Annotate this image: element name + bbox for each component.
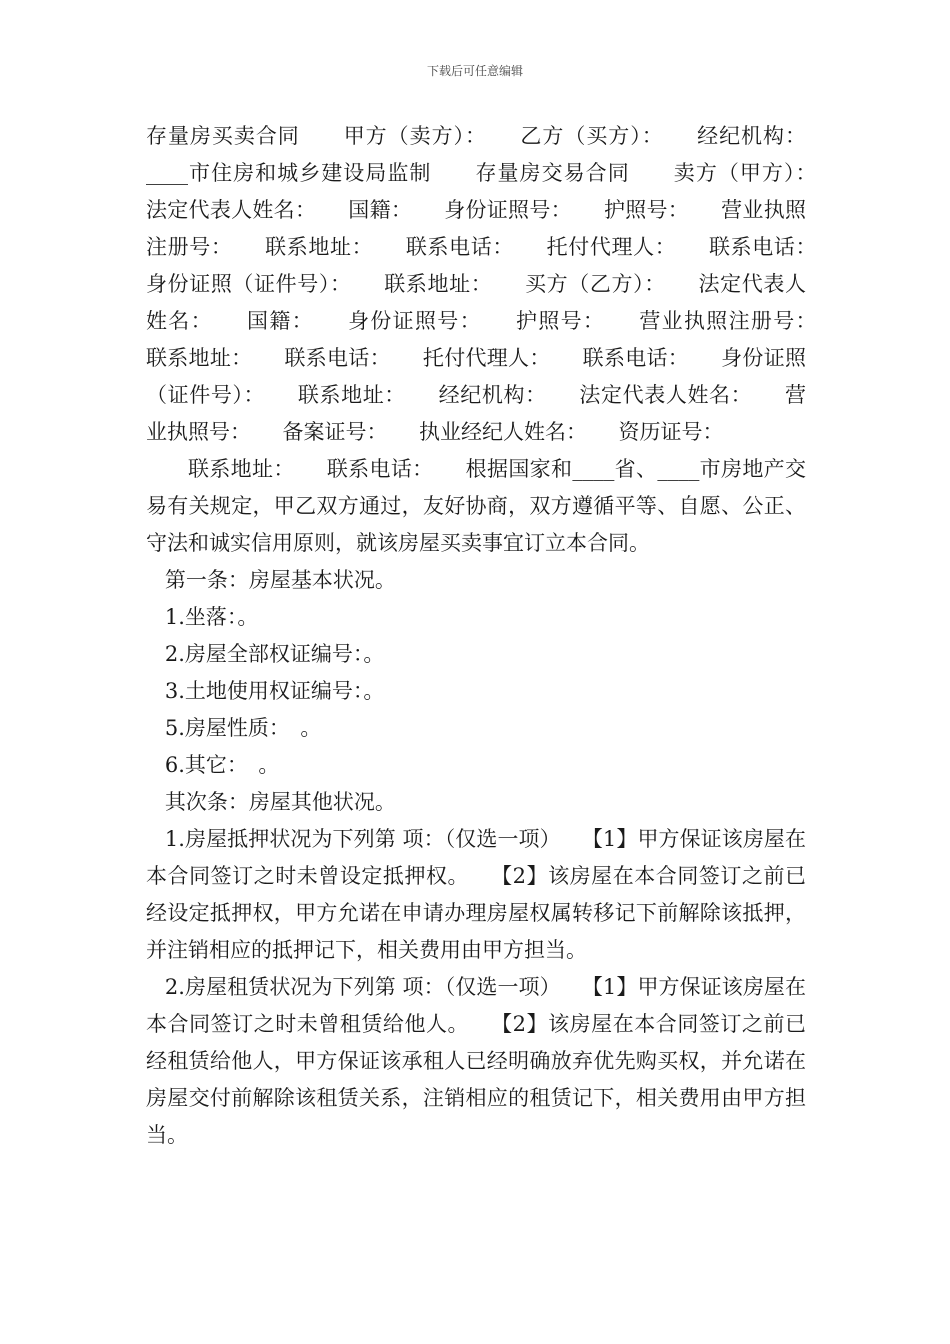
mortgage-status-paragraph: 1.房屋抵押状况为下列第 项：（仅选一项） 【1】甲方保证该房屋在本合同签订之时未曾设定抵押权。 【2】该房屋在本合同签订之前已经设定抵押权，甲方允诺在申请办理房屋权属转移记下前解除该抵押，并注销相应的抵押记下，相关费用由甲方担当。 [146, 827, 806, 962]
list-item: 1.坐落：。 [164, 605, 259, 629]
list-item: 6.其它： 。 [164, 753, 280, 777]
document-body [146, 118, 848, 1154]
contract-preamble-paragraph: 联系地址： 联系电话： 根据国家和____省、____市房地产交易有关规定，甲乙双方通过，友好协商，双方遵循平等、自愿、公正、守法和诚实信用原则，就该房屋买卖事宜订立本合同。 [146, 457, 806, 555]
article-1-heading: 第一条：房屋基本状况。 [164, 568, 396, 592]
article-2-heading: 其次条：房屋其他状况。 [164, 790, 396, 814]
lease-status-paragraph: 2.房屋租赁状况为下列第 项：（仅选一项） 【1】甲方保证该房屋在本合同签订之时未曾租赁给他人。 【2】该房屋在本合同签订之前已经租赁给他人，甲方保证该承租人已经明确放弃优先购买权，并允诺在房屋交付前解除该租赁关系，注销相应的租赁记下，相关费用由甲方担当。 [146, 975, 806, 1147]
list-item: 5.房屋性质： 。 [164, 716, 322, 740]
contract-parties-paragraph: 存量房买卖合同 甲方（卖方）： 乙方（买方）： 经纪机构：____市住房和城乡建设局监制 存量房交易合同 卖方（甲方）： 法定代表人姓名： 国籍： 身份证照号： 护照号： 营业执照注册号： 联系地址： 联系电话： 托付代理人： 联系电话： 身份证照（证件号）： 联系地址： 买方（乙方）： 法定代表人姓名： 国籍： 身份证照号： 护照号： 营业执照注册号： 联系地址： 联系电话： 托付代理人： 联系电话： 身份证照（证件号）： 联系地址： 经纪机构： 法定代表人姓名： 营业执照号： 备案证号： 执业经纪人姓名： 资历证号： [146, 124, 848, 444]
page-header: 下载后可任意编辑 [426, 64, 523, 78]
list-item: 3.土地使用权证编号：。 [164, 679, 385, 703]
list-item: 2.房屋全部权证编号：。 [164, 642, 385, 666]
